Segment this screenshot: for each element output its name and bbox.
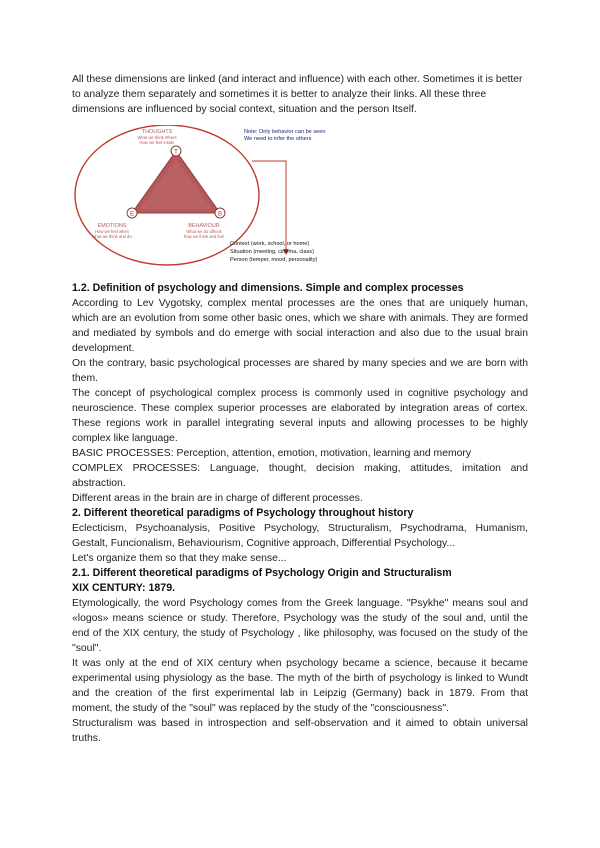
section-1-2-p3: The concept of psychological complex process is commonly used in cognitive psychology and neuroscience. These complex superior processes are elaborated by integration areas of cortex. These regions work in parallel integrating several inputs and allowing processes to be highly complex like language. <box>72 388 528 444</box>
note-line1: Note: Only behavior can be seen <box>244 129 326 135</box>
thoughts-sub1: What we think others <box>137 135 177 140</box>
behaviour-sub2: how we think and feel <box>183 234 225 239</box>
emotions-label: EMOTIONS <box>97 223 127 229</box>
context-line1: Context (work, school, or home) <box>230 241 310 247</box>
emotions-sub1: How we feel when <box>95 229 129 234</box>
emotions-letter: E <box>129 211 135 218</box>
dimensions-diagram-svg <box>72 125 528 275</box>
dimensions-diagram <box>72 125 528 275</box>
thoughts-letter: T <box>174 149 178 156</box>
document-page <box>72 72 528 746</box>
section-1-2-p1: According to Lev Vygotsky, complex mental processes are the ones that are uniquely human, which are an evolution from some other basic ones, which we share with animals. They are formed and mediated by symbols and do emerge with social interaction and also due to the usual brain development. <box>72 298 528 354</box>
section-2-1-p1: Etymologically, the word Psychology comes from the Greek language. "Psykhe" means soul and «logos» means science or study. Therefore, Psychology was the study of the soul and, until the end of the XIX century, the study of Psychology , like philosophy, was focused on the study of the "soul". <box>72 598 528 654</box>
section-1-2-p6: Different areas in the brain are in charge of different processes. <box>72 493 363 504</box>
section-2-1-p3: Structuralism was based in introspection and self-observation and it aimed to obtain universal truths. <box>72 718 528 744</box>
intro-paragraph: All these dimensions are linked (and interact and influence) with each other. Sometimes it is better to analyze them separately and sometimes it is better to analyze their links. All these three dimensions are influenced by social context, situation and the person Itself. <box>72 74 523 115</box>
section-2-1-subheading: XIX CENTURY: 1879. <box>72 582 176 594</box>
behaviour-letter: B <box>217 211 223 218</box>
section-1-2-p5: COMPLEX PROCESSES: Language, thought, decision making, attitudes, imitation and abstraction. <box>72 463 528 489</box>
section-1-2-p2: On the contrary, basic psychological processes are shared by many species and we are born with them. <box>72 358 528 384</box>
note-line2: We need to infer the others <box>244 136 312 142</box>
behaviour-sub1: What we do affects <box>186 229 222 234</box>
section-1-2-heading: 1.2. Definition of psychology and dimensions. Simple and complex processes <box>72 282 464 294</box>
emotions-sub2: what we think and do <box>92 234 132 239</box>
behaviour-label: BEHAVIOUR <box>188 223 220 229</box>
section-2-p2: Let's organize them so that they make sense... <box>72 553 287 564</box>
section-2-1-p2: It was only at the end of XIX century when psychology became a science, because it became experimental using physiology as the base. The myth of the birth of psychology is linked to Wundt and the creation of the first experimental lab in Leipzig (Germany) back in 1879. From that moment, the study of the "soul" was replaced by the study of the "consciousness". <box>72 658 528 714</box>
thoughts-sub2: How we feel inside <box>139 140 175 145</box>
thoughts-label: THOUGHTS <box>141 129 173 135</box>
section-2-1-heading: 2.1. Different theoretical paradigms of Psychology Origin and Structuralism <box>72 567 452 579</box>
section-1-2-p4: BASIC PROCESSES: Perception, attention, emotion, motivation, learning and memory <box>72 448 472 459</box>
context-line3: Person (temper, mood, personality) <box>230 257 318 263</box>
section-2-p1: Eclecticism, Psychoanalysis, Positive Psychology, Structuralism, Psychodrama, Humanism, Gestalt, Funcionalism, Behaviourism, Cognitive approach, Differential Psychology... <box>72 523 528 549</box>
section-2-heading: 2. Different theoretical paradigms of Psychology throughout history <box>72 507 414 519</box>
context-line2: Situation (meeting, cinema, class) <box>230 249 314 255</box>
